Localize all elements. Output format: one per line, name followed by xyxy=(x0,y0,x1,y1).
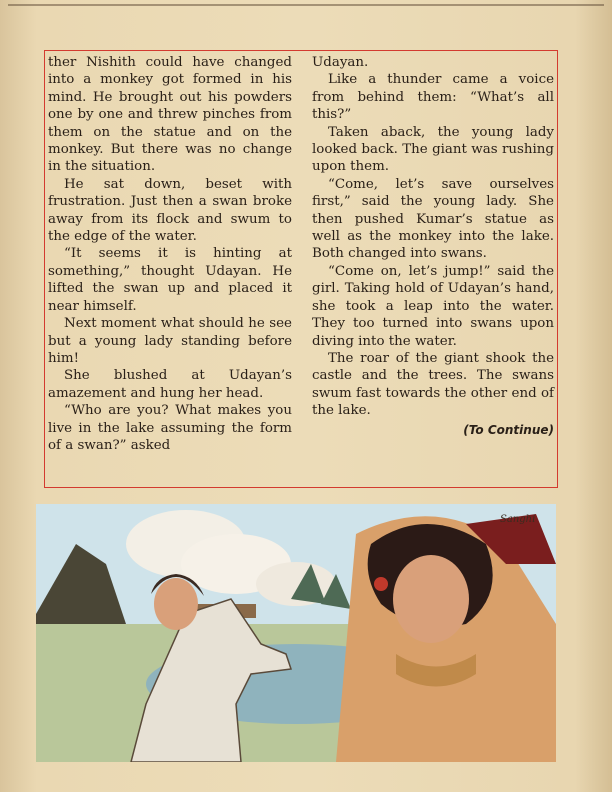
udayan-head xyxy=(154,578,198,630)
illustration-art xyxy=(36,504,556,762)
paragraph: “Come on, let’s jump!” said the girl. Taking hold of Udayan’s hand, she took a leap into the water. They too turned into swans upon diving into the water. xyxy=(312,263,554,349)
to-continue-label: (To Continue) xyxy=(463,422,554,437)
paragraph: “It seems it is hinting at something,” thought Udayan. He lifted the swan up and placed it near himself. xyxy=(48,246,292,314)
story-illustration xyxy=(36,504,556,762)
lady-face xyxy=(393,555,469,643)
story-column-right xyxy=(312,54,554,439)
story-column-left xyxy=(48,54,292,454)
top-divider xyxy=(8,4,604,6)
paragraph: Like a thunder came a voice from behind them: “What’s all this?” xyxy=(312,72,554,123)
paragraph: He sat down, beset with frustration. Just then a swan broke away from its flock and swum to the edge of the water. xyxy=(48,176,292,245)
artist-signature: Sanghi xyxy=(500,514,536,525)
paragraph: She blushed at Udayan’s amazement and hung her head. xyxy=(48,368,292,401)
paragraph: The roar of the giant shook the castle and the trees. The swans swum fast towards the other end of the lake. xyxy=(312,350,554,419)
lady-earring xyxy=(374,577,388,591)
paragraph: “Come, let’s save ourselves first,” said the young lady. She then pushed Kumar’s statue as well as the monkey into the lake. Both changed into swans. xyxy=(312,176,554,262)
paragraph: ther Nishith could have changed into a monkey got formed in his mind. He brought out his powders one by one and threw pinches from them on the statue and on the monkey. But there was no change in the situation. xyxy=(48,55,292,175)
paragraph: Taken aback, the young lady looked back. The giant was rushing upon them. xyxy=(312,124,554,175)
paragraph: Next moment what should he see but a young lady standing before him! xyxy=(48,316,292,366)
paragraph: “Who are you? What makes you live in the lake assuming the form of a swan?” asked xyxy=(48,403,292,453)
paragraph: Udayan. xyxy=(312,55,369,70)
